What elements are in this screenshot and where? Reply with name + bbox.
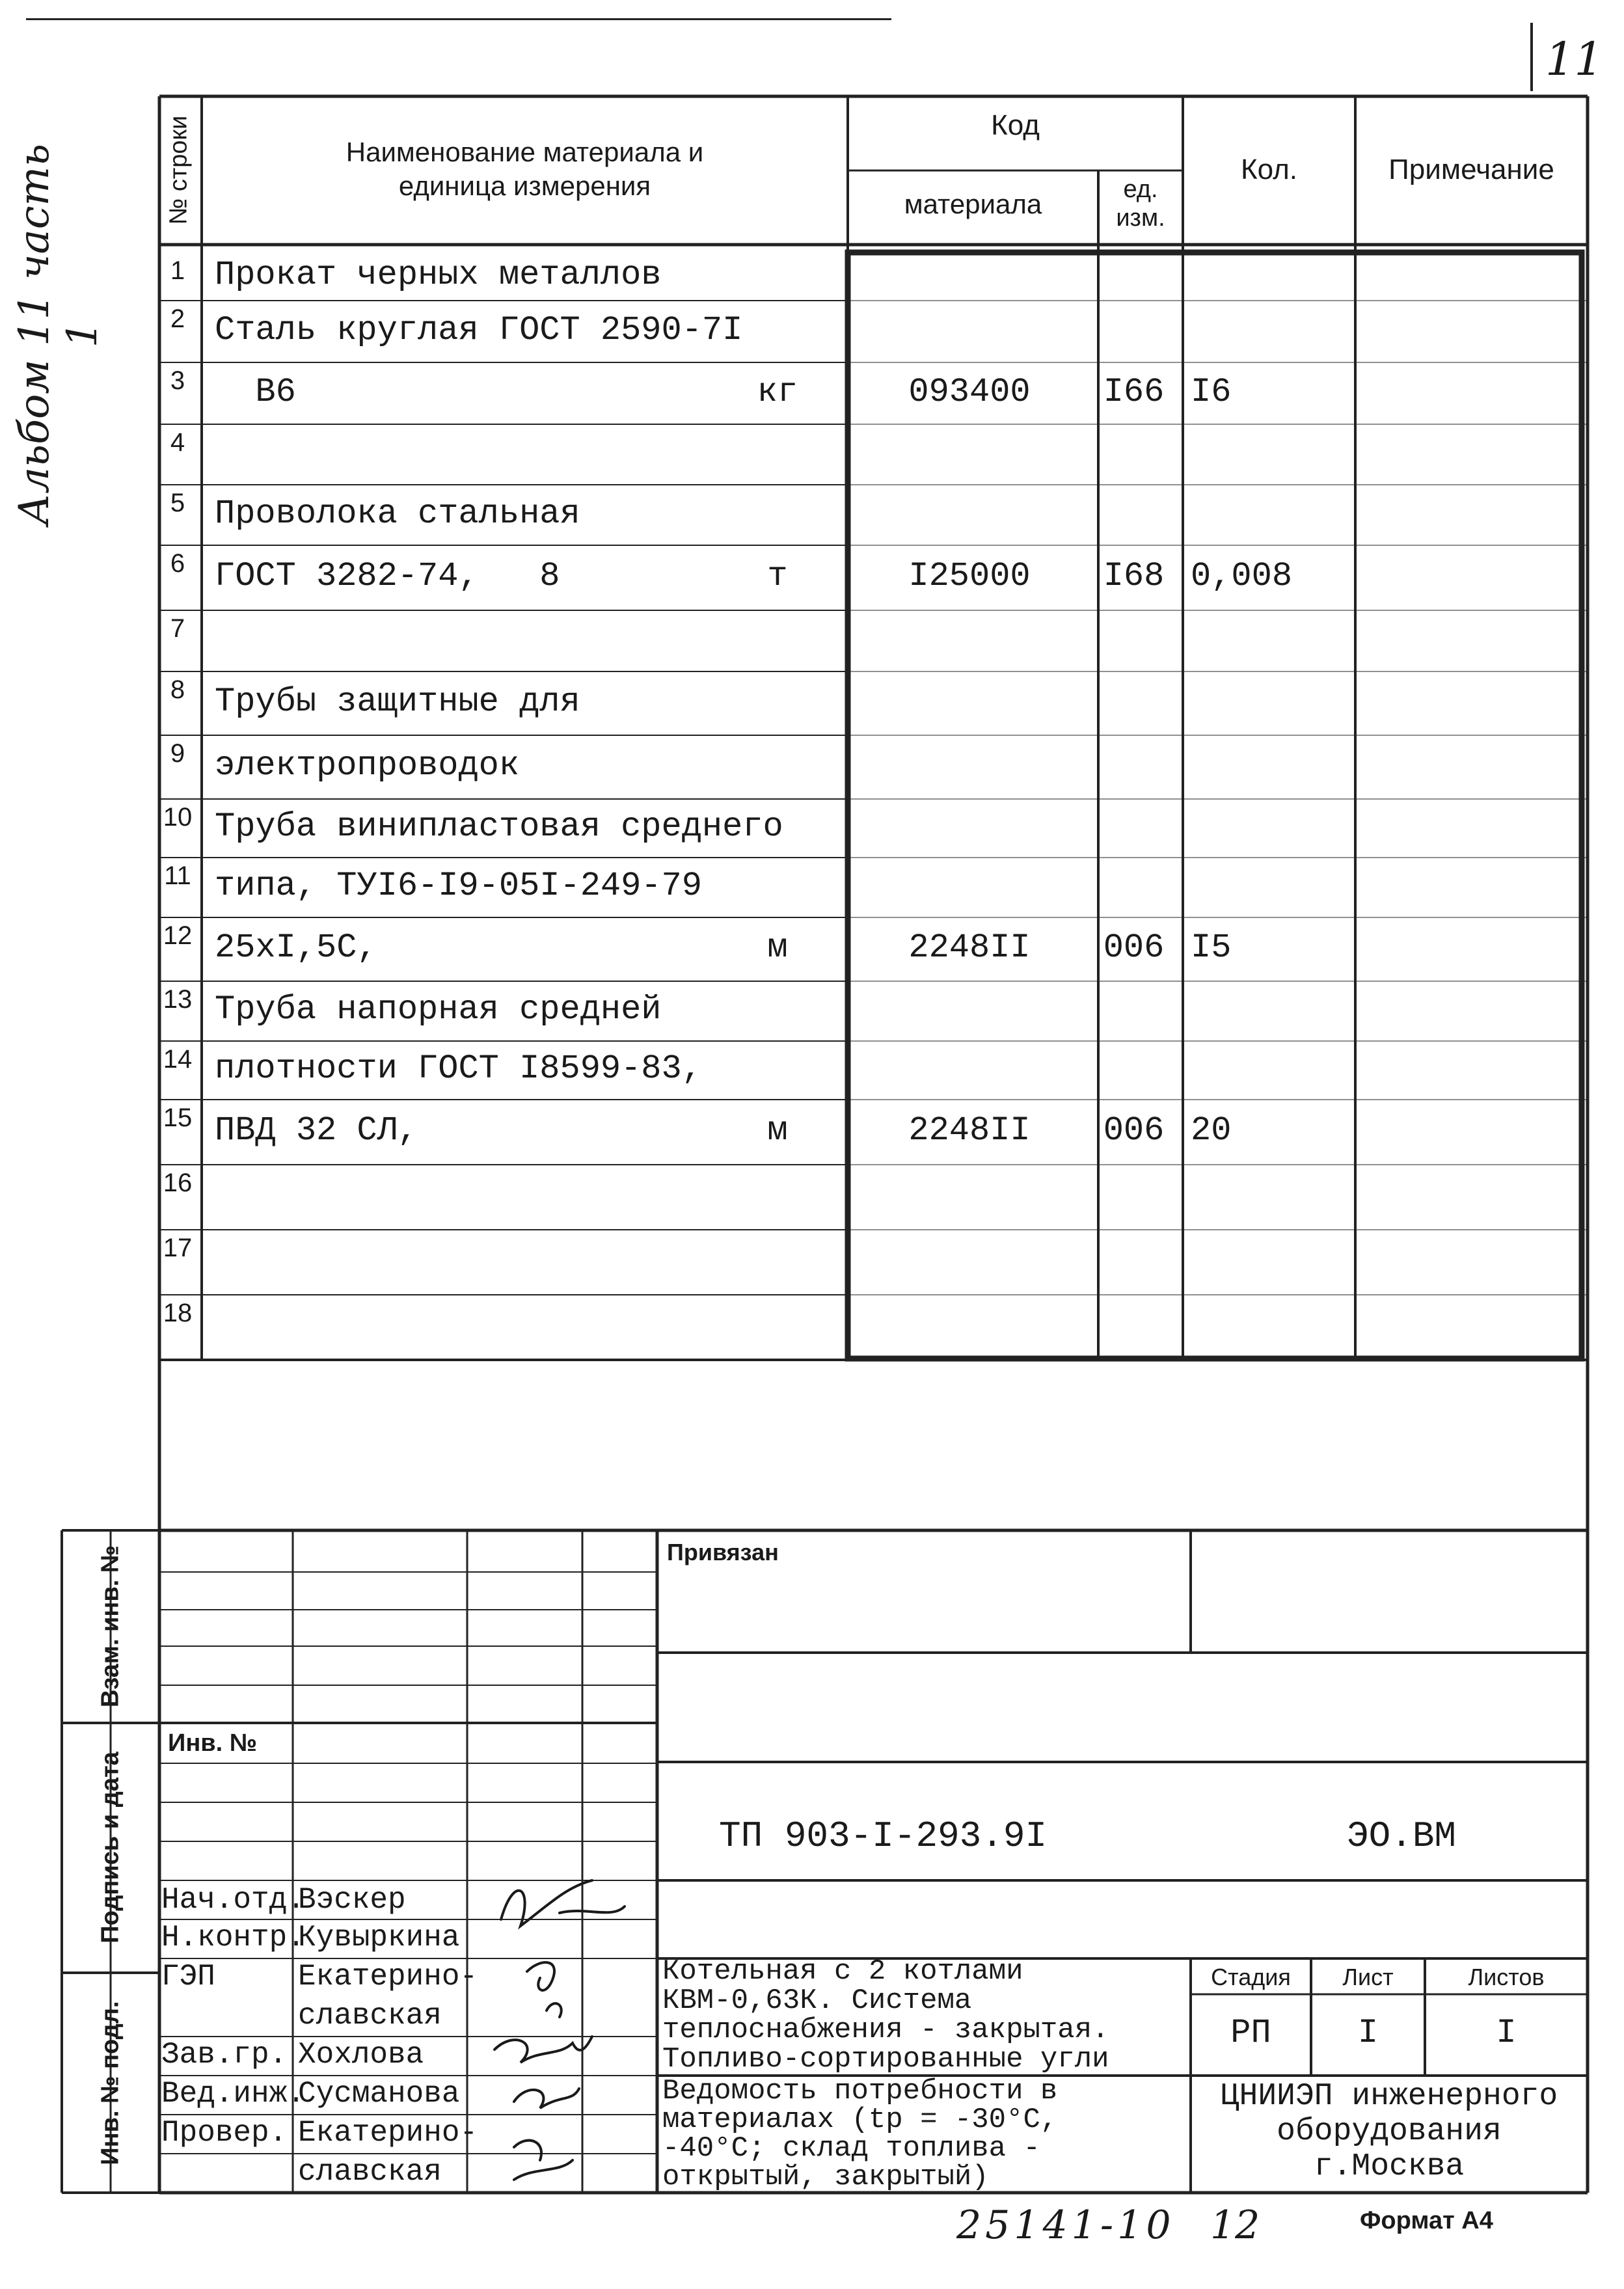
material-name: Труба винипластовая среднего [215, 807, 783, 846]
staff-name: славская [298, 1999, 442, 2033]
doc-code: ТП 903-I-293.9I [719, 1815, 1048, 1857]
row-number: 6 [170, 549, 185, 578]
header-code-unit-1: ед. [1123, 176, 1158, 203]
row-number: 4 [170, 428, 185, 457]
material-code: 2248II [908, 928, 1031, 967]
header-note: Примечание [1388, 154, 1554, 185]
unit-code: I68 [1103, 557, 1165, 595]
row-number: 13 [163, 985, 193, 1014]
header-code-material: материала [904, 189, 1042, 219]
unit-code: 006 [1103, 928, 1165, 967]
material-name: Трубы защитные для [215, 683, 580, 721]
material-code: 093400 [908, 372, 1031, 411]
staff-role: Вед.инж. [161, 2077, 305, 2111]
privyazan-label: Привязан [667, 1539, 779, 1565]
staff-name: Екатерино- [298, 2116, 478, 2150]
org-line: оборудования [1277, 2114, 1502, 2149]
header-name-line1: Наименование материала и [345, 137, 704, 167]
material-name: электропроводок [215, 746, 520, 785]
row-number: 5 [170, 489, 185, 517]
unit-code: I66 [1103, 372, 1165, 411]
sheets-value: I [1496, 2014, 1517, 2052]
material-name: ПВД 32 СЛ, [215, 1111, 418, 1150]
row-number: 7 [170, 614, 185, 643]
staff-role: Н.контр. [161, 1921, 305, 1955]
row-number: 14 [163, 1045, 193, 1074]
header-code: Код [991, 109, 1040, 141]
staff-role: Нач.отд. [161, 1883, 305, 1917]
album-note: Альбом 11 часть 1 [10, 143, 107, 526]
header-qty: Кол. [1240, 154, 1298, 185]
row-number: 17 [163, 1234, 193, 1262]
stage-value: РП [1230, 2014, 1271, 2052]
row-number: 2 [170, 305, 185, 333]
org-line: г.Москва [1314, 2149, 1465, 2184]
unit-code: 006 [1103, 1111, 1165, 1150]
sheet-title-line: открытый, закрытый) [662, 2161, 989, 2193]
row-number: 18 [163, 1299, 193, 1327]
staff-role: Провер. [161, 2116, 288, 2150]
material-name: ГОСТ 3282-74, 8 [215, 557, 560, 595]
row-number: 11 [164, 861, 191, 890]
row-number: 3 [170, 366, 185, 395]
unit-of-measure: м [767, 928, 788, 967]
sheet-title-line: материалах (tр = -30°С, [662, 2104, 1058, 2136]
unit-of-measure: кг [757, 372, 798, 411]
staff-name: Вэскер [298, 1883, 406, 1917]
material-name: Труба напорная средней [215, 990, 662, 1029]
bottom-page: 12 [1210, 2202, 1260, 2248]
unit-of-measure: т [767, 557, 788, 595]
material-code: 2248II [908, 1111, 1031, 1150]
unit-of-measure: м [767, 1111, 788, 1150]
quantity: I5 [1191, 928, 1232, 967]
row-number: 15 [163, 1104, 193, 1132]
staff-name: Сусманова [298, 2077, 460, 2111]
material-name: 25хI,5С, [215, 928, 377, 967]
quantity: 20 [1191, 1111, 1232, 1150]
format-label: Формат А4 [1360, 2207, 1493, 2234]
sheets-label: Листов [1468, 1964, 1545, 1990]
row-number: 16 [163, 1169, 193, 1197]
material-name: плотности ГОСТ I8599-83, [215, 1050, 702, 1088]
material-name: Прокат черных металлов [215, 256, 662, 294]
staff-name: Хохлова [298, 2038, 424, 2072]
stage-label: Стадия [1211, 1964, 1291, 1990]
staff-name: Кувыркина [298, 1921, 460, 1955]
quantity: I6 [1191, 372, 1232, 411]
doc-mark: ЭО.ВМ [1347, 1815, 1457, 1857]
sheet-number: 11 [1545, 33, 1604, 86]
material-name: Проволока стальная [215, 494, 580, 533]
header-name-line2: единица измерения [398, 170, 651, 201]
side-label-podpis: Подпись и дата [96, 1752, 124, 1944]
sheet-value: I [1357, 2014, 1379, 2052]
object-line: Котельная с 2 котлами [662, 1955, 1023, 1988]
row-number: 9 [170, 739, 185, 768]
side-label-vzam: Взам. инв. № [96, 1545, 124, 1708]
sheet-title-line: Ведомость потребности в [662, 2075, 1058, 2107]
object-line: теплоснабжения - закрытая. [662, 2014, 1109, 2046]
sheet-title-line: -40°С; склад топлива - [662, 2132, 1040, 2165]
inv-no-label: Инв. № [168, 1729, 258, 1757]
row-number: 1 [170, 256, 185, 285]
object-line: КВМ-0,63К. Система [662, 1984, 972, 2017]
staff-name: славская [298, 2155, 442, 2189]
staff-name: Екатерино- [298, 1960, 478, 1994]
staff-role: Зав.гр. [161, 2038, 288, 2072]
quantity: 0,008 [1191, 557, 1293, 595]
sheet-label: Лист [1342, 1964, 1394, 1990]
row-number: 10 [163, 803, 193, 832]
material-name: Сталь круглая ГОСТ 2590-7I [215, 310, 743, 349]
bottom-number: 25141-10 [956, 2202, 1175, 2248]
material-name: типа, ТУI6-I9-05I-249-79 [215, 867, 702, 905]
material-name: В6 [215, 372, 296, 411]
org-line: ЦНИИЭП инженерного [1220, 2079, 1558, 2114]
row-number: 12 [163, 921, 193, 950]
header-code-unit-2: изм. [1116, 204, 1165, 232]
staff-role: ГЭП [161, 1960, 215, 1994]
row-number: 8 [170, 675, 185, 704]
material-code: I25000 [908, 557, 1031, 595]
header-row-no: № строки [165, 115, 193, 225]
side-label-inv-podl: Инв. № подл. [96, 2001, 124, 2165]
object-line: Топливо-сортированные угли [662, 2043, 1109, 2076]
